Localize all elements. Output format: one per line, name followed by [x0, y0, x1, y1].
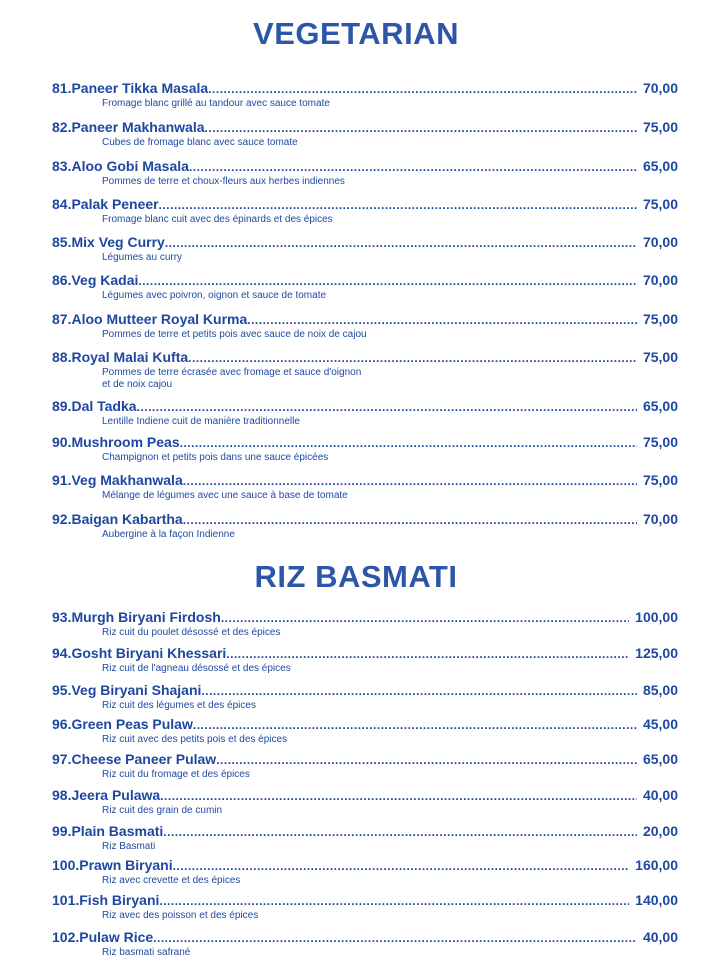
- menu-item: [52, 349, 678, 390]
- menu-item-name: 92.Baigan Kabartha: [52, 511, 183, 527]
- menu-item-line: [52, 682, 678, 700]
- menu-item: [52, 716, 678, 750]
- menu-item: [52, 682, 678, 716]
- menu-item: [52, 158, 678, 192]
- menu-item-description: Pommes de terre et petits pois avec sauce de noix de cajou: [102, 329, 367, 340]
- menu-item: [52, 857, 678, 891]
- menu-item-name: 97.Cheese Paneer Pulaw: [52, 751, 217, 767]
- menu-item-line: [52, 311, 678, 329]
- menu-item: [52, 645, 678, 679]
- dot-leader: [159, 894, 629, 908]
- menu-item: [52, 311, 678, 345]
- menu-item-name: 89.Dal Tadka: [52, 398, 137, 414]
- menu-item-description: Légumes avec poivron, oignon et sauce de tomate: [102, 290, 327, 301]
- menu-item-price: 140,00: [635, 892, 678, 908]
- dot-leader: [153, 931, 637, 945]
- menu-item-line: [52, 787, 678, 805]
- menu-item: [52, 511, 678, 545]
- menu-item: [52, 272, 678, 306]
- menu-item-line: [52, 398, 678, 416]
- menu-item: [52, 892, 678, 926]
- menu-item-price: 85,00: [642, 682, 678, 698]
- menu-item-description: Riz avec des poisson et des épices: [102, 910, 259, 921]
- menu-item-name: 85.Mix Veg Curry: [52, 234, 165, 250]
- dot-leader: [137, 400, 637, 414]
- dot-leader: [208, 82, 637, 96]
- menu-item-line: [52, 234, 678, 252]
- dot-leader: [183, 474, 637, 488]
- dot-leader: [221, 611, 629, 625]
- menu-item-line: [52, 511, 678, 529]
- menu-item-description: Riz basmati safrané: [102, 947, 191, 958]
- menu-item-price: 75,00: [642, 434, 678, 450]
- menu-item-price: 65,00: [642, 398, 678, 414]
- menu-item-description: Riz avec crevette et des épices: [102, 875, 241, 886]
- menu-item-price: 70,00: [642, 511, 678, 527]
- menu-item-price: 75,00: [642, 472, 678, 488]
- menu-item-line: [52, 857, 678, 875]
- menu-item-line: [52, 716, 678, 734]
- dot-leader: [201, 684, 637, 698]
- menu-item-name: 99.Plain Basmati: [52, 823, 164, 839]
- menu-item-price: 45,00: [642, 716, 678, 732]
- menu-item-name: 93.Murgh Biryani Firdosh: [52, 609, 221, 625]
- menu-item-name: 86.Veg Kadai: [52, 272, 139, 288]
- menu-item-name: 82.Paneer Makhanwala: [52, 119, 205, 135]
- menu-item-description: Fromage blanc cuit avec des épinards et des épices: [102, 214, 333, 225]
- menu-item-description: Pommes de terre écrasée avec fromage et sauce d'oignon et de noix cajou: [102, 367, 362, 390]
- section-title-riz-basmati: RIZ BASMATI: [254, 559, 458, 594]
- menu-item-description: Aubergine à la façon Indienne: [102, 529, 235, 540]
- menu-item-line: [52, 823, 678, 841]
- menu-item-price: 40,00: [642, 787, 678, 803]
- menu-item-price: 65,00: [642, 751, 678, 767]
- menu-item-name: 94.Gosht Biryani Khessari: [52, 645, 227, 661]
- dot-leader: [160, 789, 637, 803]
- menu-item: [52, 472, 678, 506]
- menu-item-name: 101.Fish Biryani: [52, 892, 160, 908]
- menu-item-price: 75,00: [642, 311, 678, 327]
- menu-item-line: [52, 158, 678, 176]
- menu-item-description: Cubes de fromage blanc avec sauce tomate: [102, 137, 298, 148]
- menu-item-description: Mélange de légumes avec une sauce à base de tomate: [102, 490, 348, 501]
- menu-item-description: Riz cuit des légumes et des épices: [102, 700, 256, 711]
- menu-item-line: [52, 751, 678, 769]
- menu-item-name: 98.Jeera Pulawa: [52, 787, 161, 803]
- dot-leader: [188, 351, 637, 365]
- menu-item-name: 90.Mushroom Peas: [52, 434, 180, 450]
- menu-item-description: Champignon et petits pois dans une sauce épicées: [102, 452, 329, 463]
- dot-leader: [247, 313, 637, 327]
- menu-item-line: [52, 434, 678, 452]
- menu-item-description: Fromage blanc grillé au tandour avec sauce tomate: [102, 98, 330, 109]
- menu-item-name: 91.Veg Makhanwala: [52, 472, 183, 488]
- menu-item: [52, 234, 678, 268]
- section-title-vegetarian: VEGETARIAN: [253, 16, 459, 51]
- menu-item-line: [52, 272, 678, 290]
- menu-item-line: [52, 119, 678, 137]
- menu-item-line: [52, 349, 678, 367]
- menu-item-name: 95.Veg Biryani Shajani: [52, 682, 202, 698]
- dot-leader: [193, 718, 637, 732]
- dot-leader: [205, 121, 637, 135]
- dot-leader: [189, 160, 637, 174]
- menu-item-description: Riz cuit avec des petits pois et des épices: [102, 734, 288, 745]
- menu-item: [52, 119, 678, 153]
- menu-item-price: 125,00: [635, 645, 678, 661]
- menu-item-name: 88.Royal Malai Kufta: [52, 349, 189, 365]
- menu-item-price: 70,00: [642, 234, 678, 250]
- menu-item-line: [52, 892, 678, 910]
- menu-item-description: Légumes au curry: [102, 252, 183, 263]
- menu-item-line: [52, 929, 678, 947]
- menu-item-line: [52, 609, 678, 627]
- dot-leader: [165, 236, 637, 250]
- menu-item: [52, 398, 678, 432]
- menu-item-name: 87.Aloo Mutteer Royal Kurma: [52, 311, 248, 327]
- menu-item-description: Pommes de terre et choux-fleurs aux herbes indiennes: [102, 176, 345, 187]
- menu-item: [52, 196, 678, 230]
- menu-item-description: Lentille Indiene cuit de manière traditionnelle: [102, 416, 300, 427]
- menu-item-description: Riz cuit du fromage et des épices: [102, 769, 250, 780]
- dot-leader: [216, 753, 637, 767]
- dot-leader: [163, 825, 637, 839]
- dot-leader: [226, 647, 629, 661]
- menu-item-price: 70,00: [642, 80, 678, 96]
- menu-item: [52, 434, 678, 468]
- menu-item-price: 65,00: [642, 158, 678, 174]
- menu-item-name: 102.Pulaw Rice: [52, 929, 154, 945]
- menu-item: [52, 751, 678, 785]
- menu-item-price: 75,00: [642, 349, 678, 365]
- menu-item: [52, 609, 678, 643]
- dot-leader: [180, 436, 637, 450]
- menu-item-name: 100.Prawn Biryani: [52, 857, 173, 873]
- menu-item-name: 84.Palak Peneer: [52, 196, 159, 212]
- menu-item-description: Riz cuit de l'agneau désossé et des épices: [102, 663, 291, 674]
- menu-item-description: Riz Basmati: [102, 841, 156, 852]
- menu-item-name: 96.Green Peas Pulaw: [52, 716, 193, 732]
- menu-item-price: 160,00: [635, 857, 678, 873]
- menu-item: [52, 823, 678, 857]
- menu-item-line: [52, 645, 678, 663]
- menu-item-name: 83.Aloo Gobi Masala: [52, 158, 189, 174]
- menu-item-line: [52, 472, 678, 490]
- dot-leader: [183, 513, 637, 527]
- menu-item-line: [52, 80, 678, 98]
- menu-item-price: 75,00: [642, 119, 678, 135]
- menu-item: [52, 80, 678, 114]
- menu-item-price: 75,00: [642, 196, 678, 212]
- menu-item-description: Riz cuit du poulet désossé et des épices: [102, 627, 281, 638]
- menu-item-price: 20,00: [642, 823, 678, 839]
- menu-item-price: 100,00: [635, 609, 678, 625]
- menu-item: [52, 929, 678, 963]
- menu-item-price: 70,00: [642, 272, 678, 288]
- dot-leader: [159, 198, 637, 212]
- menu-item-name: 81.Paneer Tikka Masala: [52, 80, 209, 96]
- dot-leader: [138, 274, 637, 288]
- menu-item: [52, 787, 678, 821]
- dot-leader: [173, 859, 630, 873]
- menu-item-price: 40,00: [642, 929, 678, 945]
- menu-item-line: [52, 196, 678, 214]
- menu-item-description: Riz cuit des grain de cumin: [102, 805, 223, 816]
